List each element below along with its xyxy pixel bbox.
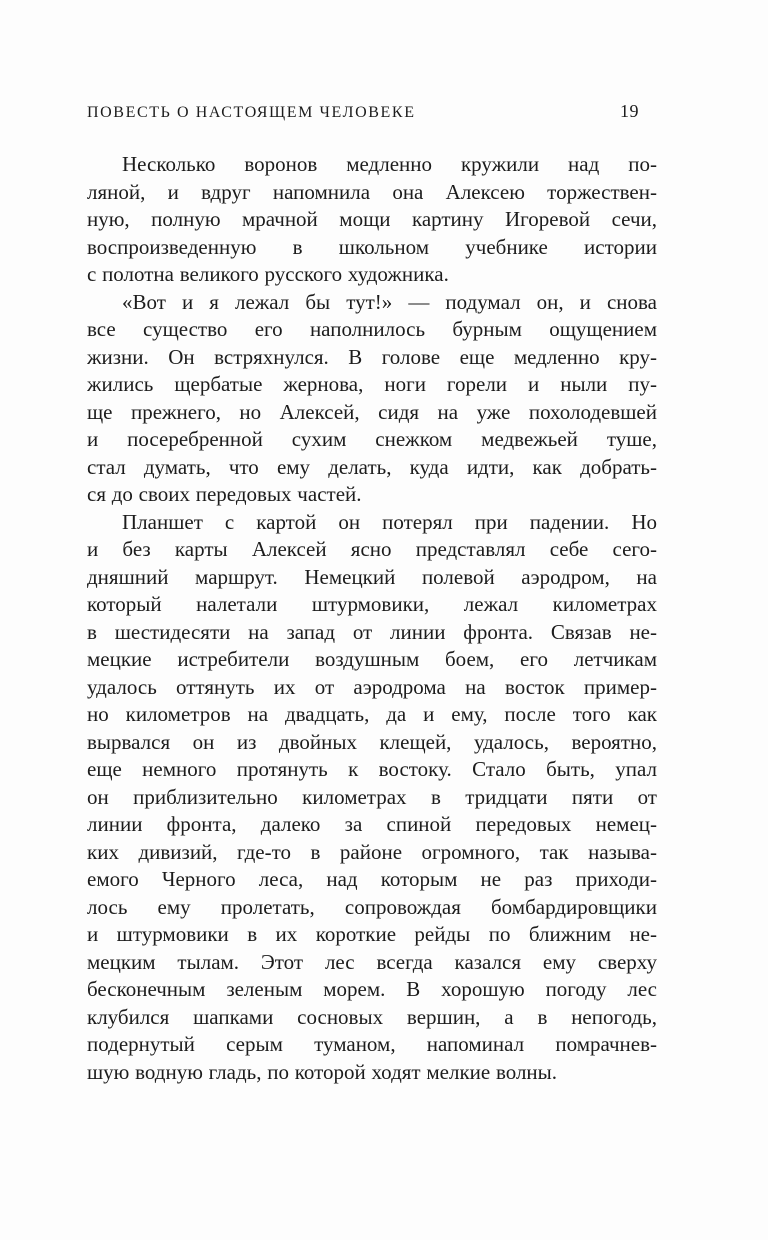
text-line: жились щербатые жернова, ноги горели и ныли пу-	[87, 372, 657, 396]
text-line: Несколько воронов медленно кружили над по-	[122, 152, 657, 176]
text-line: шую водную гладь, по которой ходят мелкие волны.	[87, 1059, 558, 1084]
text-line: бесконечным зеленым морем. В хорошую погоду лес	[87, 977, 657, 1001]
text-line: удалось оттянуть их от аэродрома на восток пример-	[87, 674, 657, 699]
text-line: ляной, и вдруг напомнила она Алексею торжествен-	[87, 179, 657, 204]
text-line: ще прежнего, но Алексей, сидя на уже похолодевшей	[87, 399, 657, 424]
text-line: но километров на двадцать, да и ему, после того как	[87, 702, 657, 726]
text-line: ную, полную мрачной мощи картину Игоревой сечи,	[87, 207, 657, 231]
text-line: клубился шапками сосновых вершин, а в непогодь,	[87, 1004, 657, 1029]
text-line: и штурмовики в их короткие рейды по ближним не-	[87, 922, 657, 946]
running-header	[87, 101, 657, 122]
text-line: в шестидесяти на запад от линии фронта. Связав не-	[87, 619, 657, 644]
text-line: все существо его наполнилось бурным ощущением	[87, 317, 657, 341]
text-line: вырвался он из двойных клещей, удалось, вероятно,	[87, 729, 657, 754]
text-line: жизни. Он встряхнулся. В голове еще медленно кру-	[87, 344, 657, 369]
text-line: «Вот и я лежал бы тут!» — подумал он, и снова	[122, 289, 657, 314]
text-line: он приблизительно километрах в тридцати пяти от	[87, 784, 657, 809]
text-line: и без карты Алексей ясно представлял себе сего-	[87, 537, 657, 561]
text-line: подернутый серым туманом, напоминал помрачнев-	[87, 1032, 657, 1056]
text-line: мецким тылам. Этот лес всегда казался ему сверху	[87, 949, 657, 974]
text-line: мецкие истребители воздушным боем, его летчикам	[87, 647, 657, 671]
text-line: и посеребренной сухим снежком медвежьей туше,	[87, 427, 657, 451]
text-line: ких дивизий, где-то в районе огромного, так называ-	[87, 839, 657, 864]
text-line: емого Черного леса, над которым не раз приходи-	[87, 867, 657, 891]
text-line: который налетали штурмовики, лежал километрах	[87, 592, 657, 616]
page-number: 19	[620, 101, 639, 121]
body-text	[87, 151, 657, 1086]
text-line: воспроизведенную в школьном учебнике истории	[87, 234, 657, 259]
text-line: еще немного протянуть к востоку. Стало быть, упал	[87, 757, 657, 781]
text-line: лось ему пролетать, сопровождая бомбардировщики	[87, 894, 657, 919]
text-line: Планшет с картой он потерял при падении. Но	[122, 509, 657, 534]
text-line: с полотна великого русского художника.	[87, 262, 449, 286]
text-line: дняшний маршрут. Немецкий полевой аэродром, на	[87, 564, 657, 589]
text-line: ся до своих передовых частей.	[87, 482, 362, 506]
text-line: стал думать, что ему делать, куда идти, как добрать-	[87, 454, 657, 479]
running-title: ПОВЕСТЬ О НАСТОЯЩЕМ ЧЕЛОВЕКЕ	[87, 104, 416, 121]
text-line: линии фронта, далеко за спиной передовых немец-	[87, 812, 657, 836]
